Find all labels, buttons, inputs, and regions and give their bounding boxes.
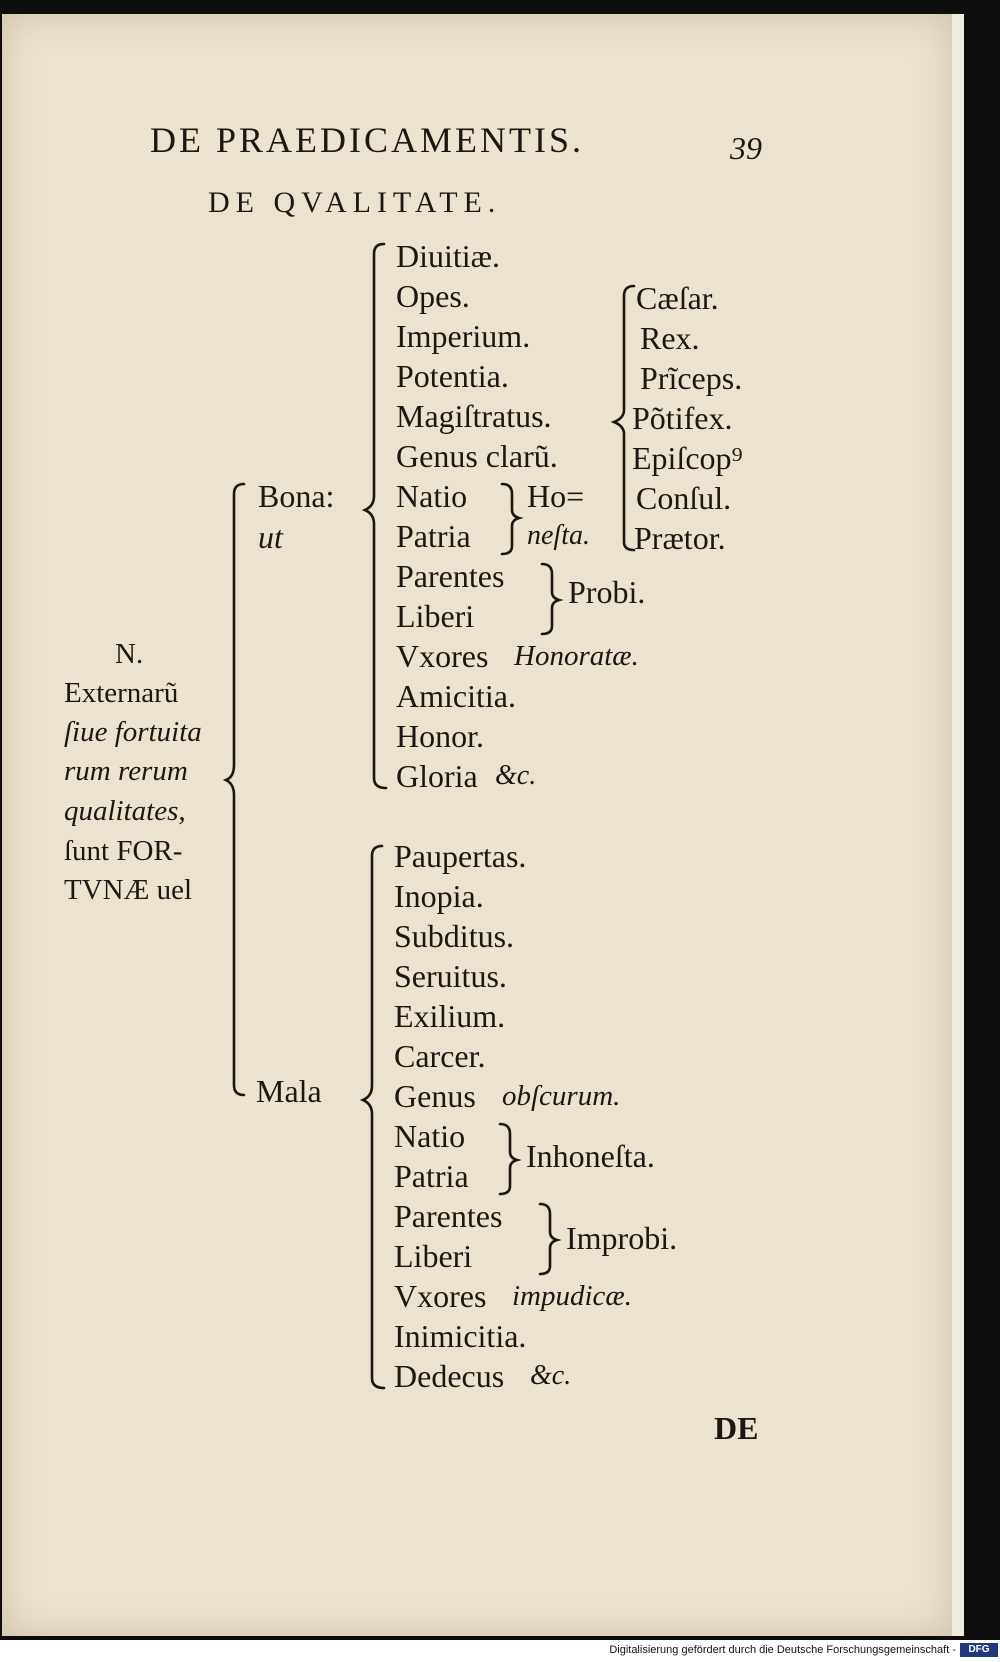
bona-item: Potentia.	[396, 358, 509, 394]
mala-label: Mala	[256, 1073, 322, 1109]
catchword: DE	[714, 1410, 759, 1446]
title-item: Prĩceps.	[640, 360, 743, 396]
left-note-line: rum rerum	[64, 755, 188, 787]
bona-item: Magiſtratus.	[396, 398, 552, 434]
title-item: Conſul.	[636, 480, 732, 516]
mala-item: Carcer.	[394, 1038, 486, 1074]
honesta-label: Ho=	[527, 478, 585, 514]
bona-item: Imperium.	[396, 318, 531, 354]
mala-item: Genus	[394, 1078, 476, 1114]
bona-item: Diuitiæ.	[396, 238, 501, 274]
left-note-line: ſiue fortuita	[64, 716, 202, 748]
obscurum-label: obſcurum.	[502, 1080, 621, 1112]
mala-item: Exilium.	[394, 998, 506, 1034]
bona-ut: ut	[258, 519, 283, 555]
title-item: Põtifex.	[632, 400, 733, 436]
bona-item: Opes.	[396, 278, 470, 314]
left-note-line: TVNÆ uel	[64, 874, 193, 906]
left-note-line: Externarũ	[64, 677, 179, 709]
left-note-line: qualitates,	[64, 795, 186, 827]
honoratae-label: Honoratæ.	[514, 640, 639, 672]
mala-item: Patria	[394, 1158, 469, 1194]
mala-item: Liberi	[394, 1238, 473, 1274]
mala-item: Seruitus.	[394, 958, 507, 994]
mala-item: Dedecus	[394, 1358, 505, 1394]
section-title: DE QVALITATE.	[208, 186, 502, 219]
bona-etc: &c.	[495, 760, 537, 791]
footer-text: Digitalisierung gefördert durch die Deutsche Forschungsgemeinschaft -	[609, 1644, 956, 1656]
bona-item: Amicitia.	[396, 678, 516, 714]
bona-item: Natio	[396, 478, 468, 514]
bona-item: Vxores	[396, 638, 489, 674]
mala-item: Inopia.	[394, 878, 484, 914]
title-item: Epiſcop⁹	[632, 440, 743, 476]
probi-label: Probi.	[568, 574, 646, 610]
bona-item: Liberi	[396, 598, 475, 634]
title-item: Prætor.	[634, 520, 726, 556]
bona-item: Honor.	[396, 718, 484, 754]
mala-item: Parentes	[394, 1198, 503, 1234]
bona-item: Gloria	[396, 758, 478, 794]
bona-item: Parentes	[396, 558, 505, 594]
digitization-footer	[0, 1640, 1000, 1662]
left-note-line: ſunt FOR-	[64, 835, 183, 867]
mala-etc: &c.	[530, 1360, 572, 1391]
mala-item: Subditus.	[394, 918, 515, 954]
running-title: DE PRAEDICAMENTIS.	[150, 120, 585, 160]
bona-item: Patria	[396, 518, 471, 554]
bona-item: Genus clarũ.	[396, 438, 558, 474]
mala-item: Paupertas.	[394, 838, 527, 874]
title-item: Rex.	[640, 320, 700, 356]
inhonesta-label: Inhoneſta.	[526, 1138, 655, 1174]
honesta-label: neſta.	[527, 520, 590, 551]
impudicae-label: impudicæ.	[512, 1280, 633, 1312]
title-item: Cæſar.	[636, 280, 719, 316]
mala-item: Vxores	[394, 1278, 487, 1314]
page-number: 39	[730, 130, 762, 166]
dfg-logo: DFG	[960, 1643, 998, 1657]
left-note-line: N.	[115, 638, 144, 670]
improbi-label: Improbi.	[566, 1220, 678, 1256]
mala-item: Inimicitia.	[394, 1318, 527, 1354]
bona-label: Bona:	[258, 478, 335, 514]
mala-item: Natio	[394, 1118, 466, 1154]
